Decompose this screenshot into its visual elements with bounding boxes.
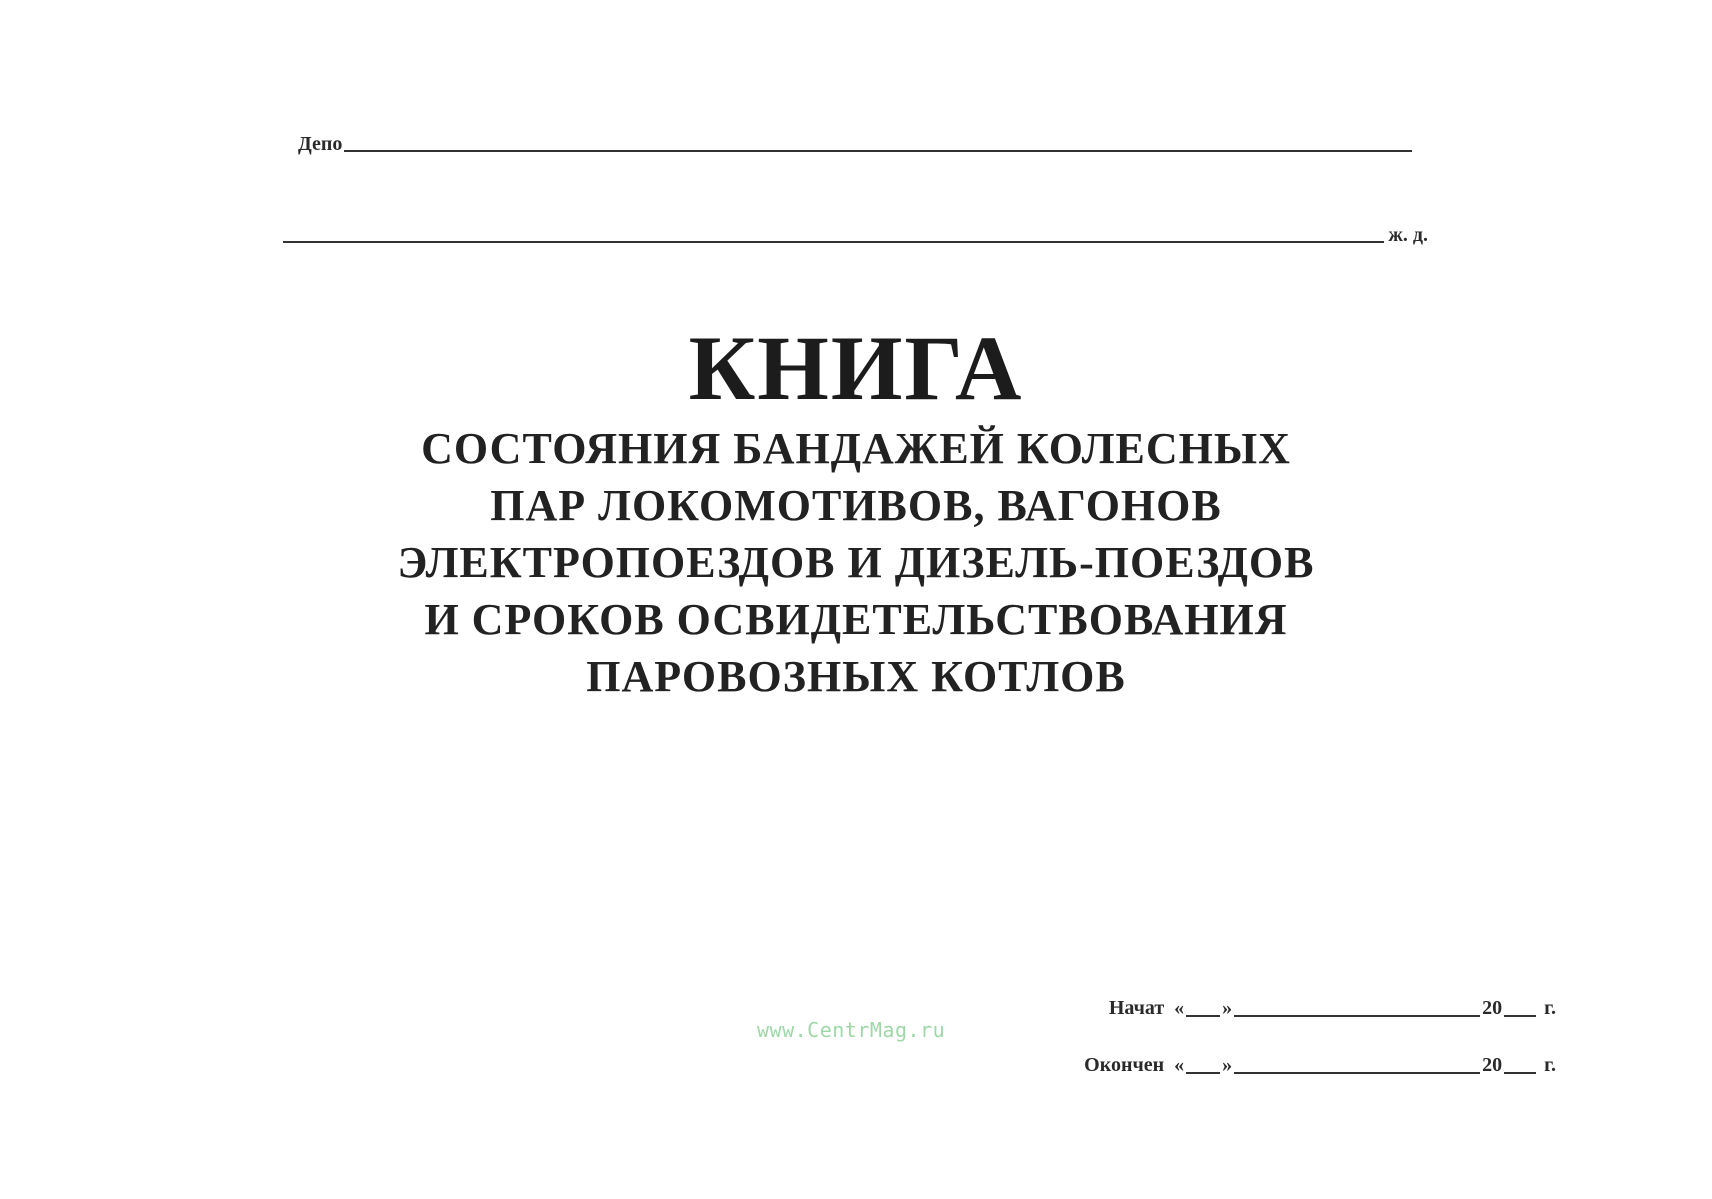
page-title: КНИГА [688, 317, 1024, 419]
started-label: Начат [1108, 997, 1165, 1019]
year-suffix: г. [1544, 997, 1556, 1019]
title-block [0, 317, 1712, 705]
watermark-text: www.CentrMag.ru [757, 1018, 946, 1042]
year-prefix: 20 [1482, 997, 1503, 1019]
open-quote: « [1174, 1054, 1185, 1076]
close-quote: » [1222, 1054, 1233, 1076]
depot-label: Депо [298, 133, 343, 155]
year-suffix: г. [1544, 1054, 1556, 1076]
depot-blank-line [344, 150, 1412, 152]
subtitle-line: СОСТОЯНИЯ БАНДАЖЕЙ КОЛЕСНЫХ [421, 424, 1291, 473]
day-blank [1186, 1015, 1220, 1017]
date-fields [1084, 990, 1556, 1104]
day-blank [1186, 1072, 1220, 1074]
close-quote: » [1222, 997, 1233, 1019]
started-date-row [1084, 990, 1556, 1020]
railway-suffix: ж. д. [1388, 224, 1428, 246]
subtitle [0, 420, 1712, 705]
year-blank [1504, 1015, 1536, 1017]
year-blank [1504, 1072, 1536, 1074]
open-quote: « [1174, 997, 1185, 1019]
finished-date-row [1084, 1047, 1556, 1077]
subtitle-line: ПАР ЛОКОМОТИВОВ, ВАГОНОВ [490, 481, 1222, 530]
railway-field [283, 225, 1428, 245]
finished-label: Окончен [1084, 1054, 1165, 1076]
railway-blank-line [283, 241, 1384, 243]
subtitle-line: ЭЛЕКТРОПОЕЗДОВ И ДИЗЕЛЬ-ПОЕЗДОВ [397, 538, 1315, 587]
month-blank [1234, 1072, 1480, 1074]
subtitle-line: ПАРОВОЗНЫХ КОТЛОВ [586, 652, 1126, 701]
depot-field [298, 134, 1412, 154]
month-blank [1234, 1015, 1480, 1017]
subtitle-line: И СРОКОВ ОСВИДЕТЕЛЬСТВОВАНИЯ [424, 595, 1288, 644]
year-prefix: 20 [1482, 1054, 1503, 1076]
